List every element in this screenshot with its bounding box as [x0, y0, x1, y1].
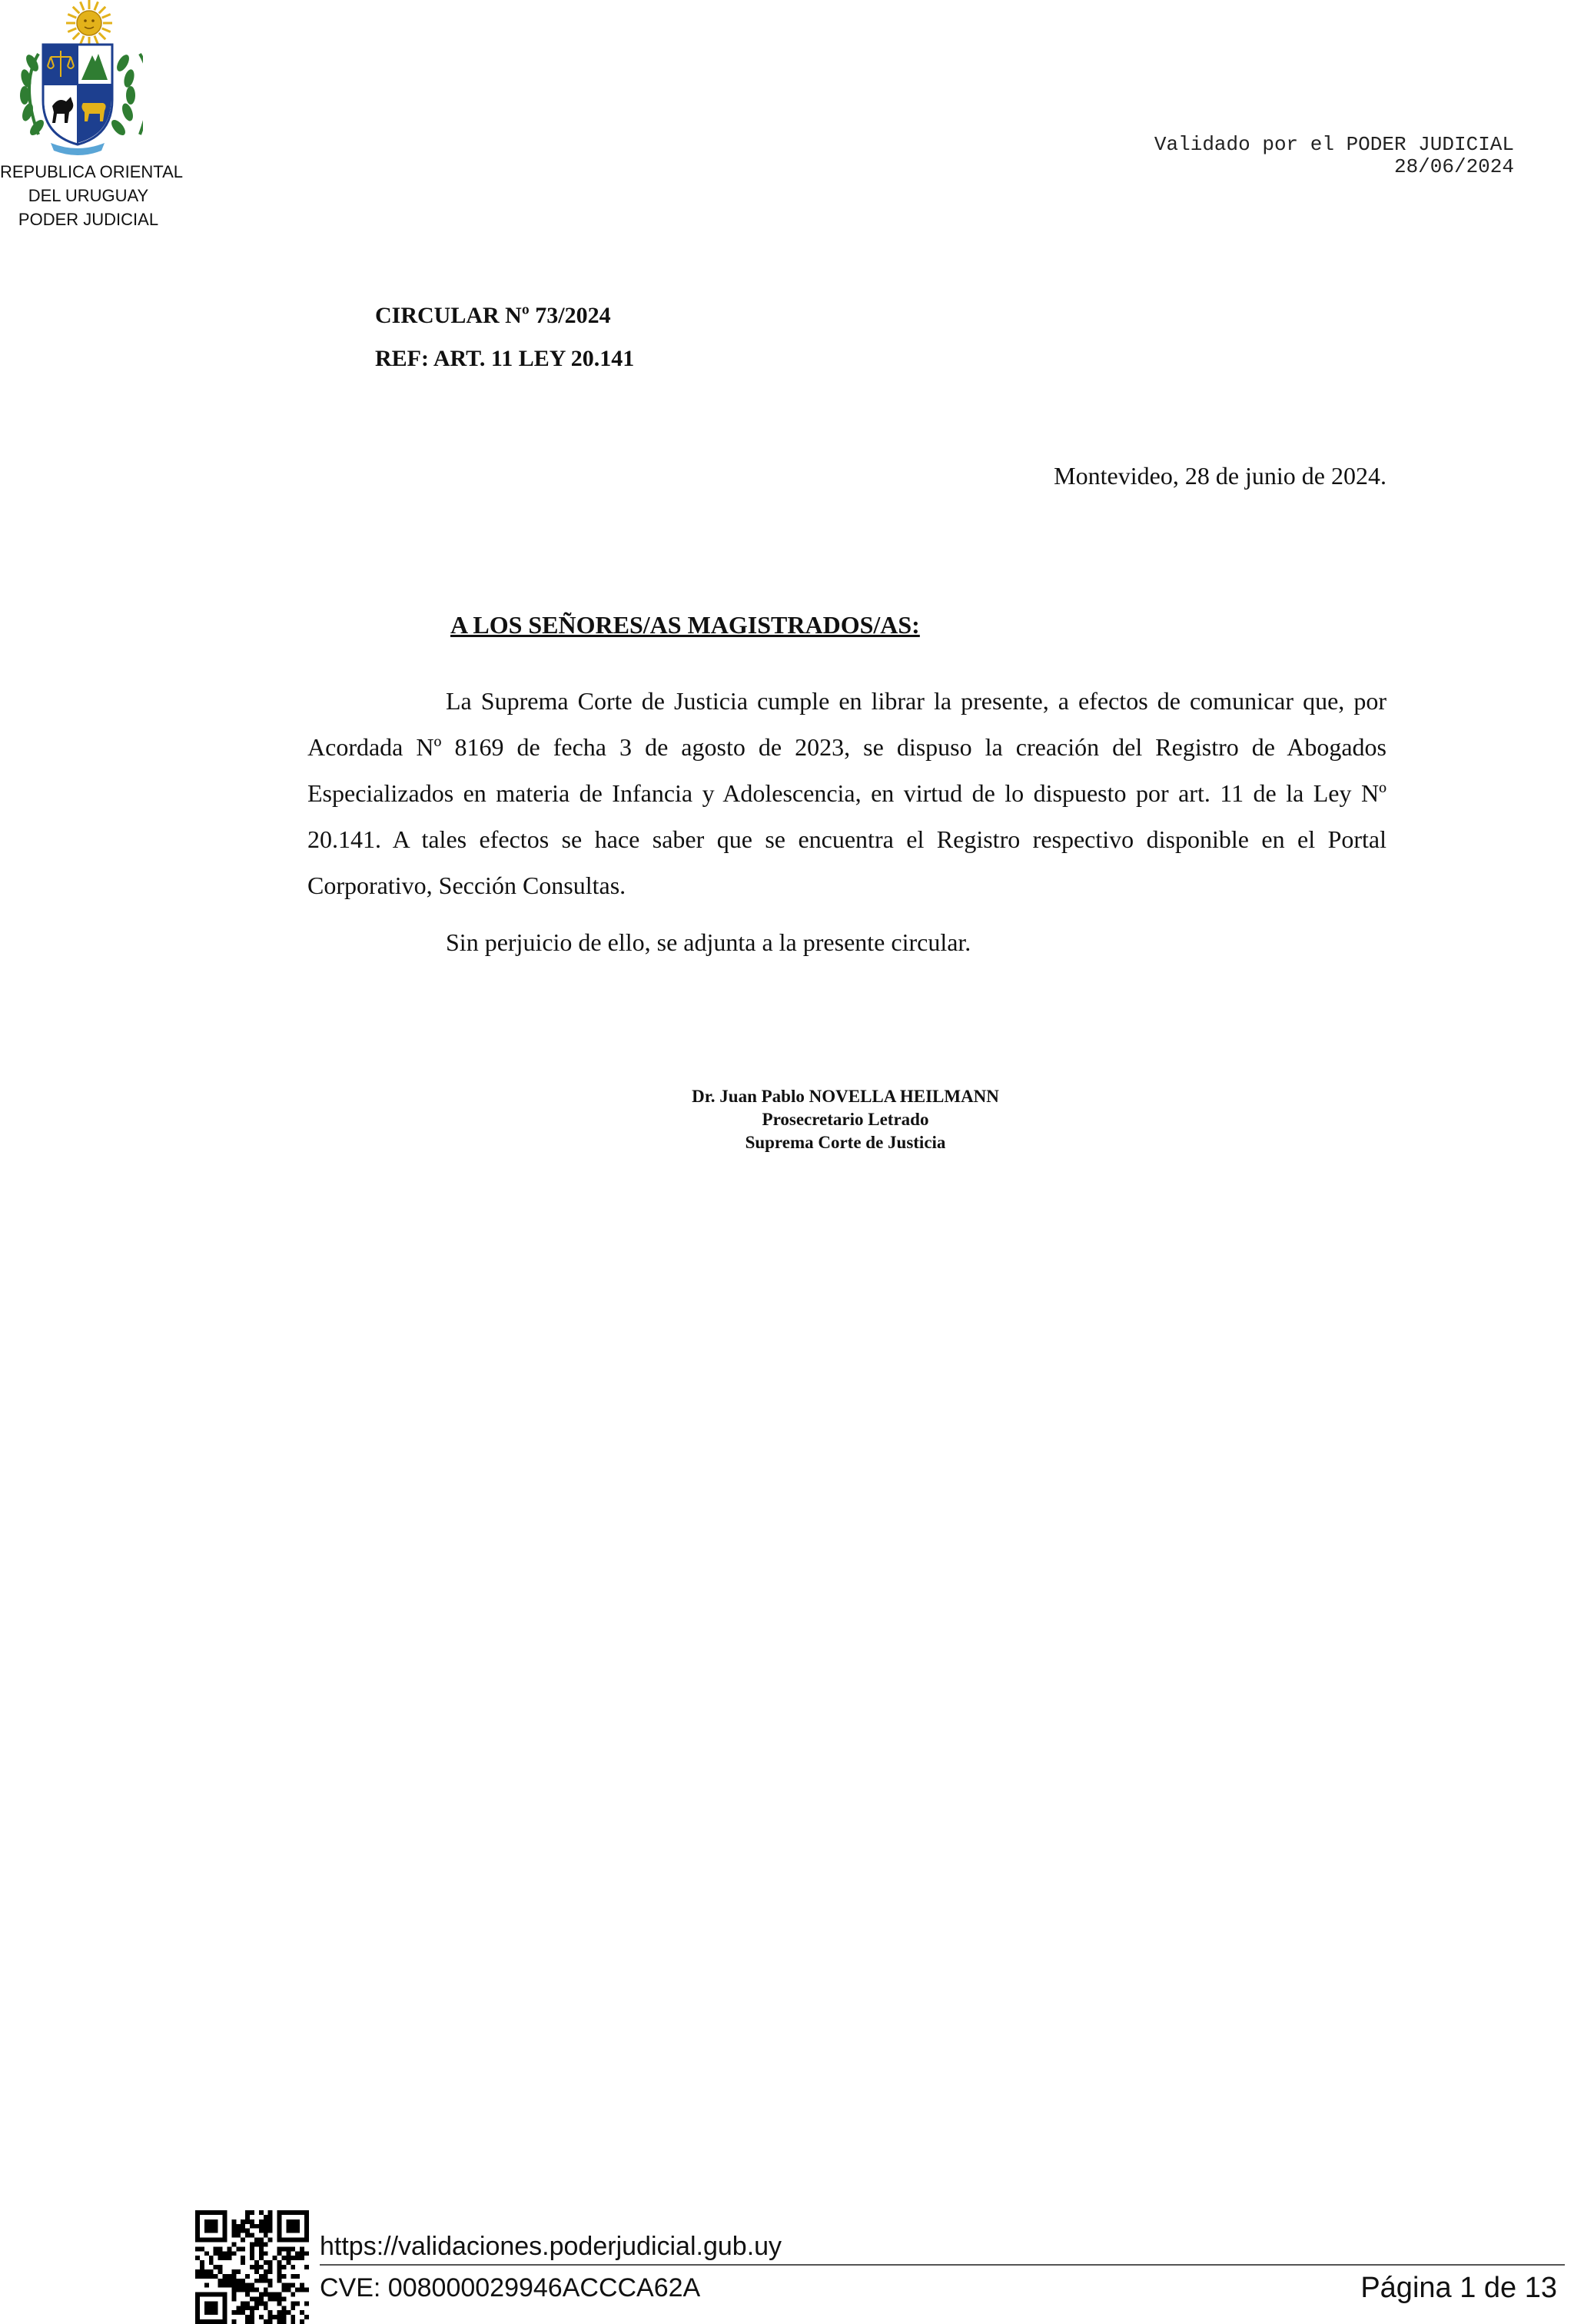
shield-icon [43, 45, 112, 144]
sun-icon [66, 0, 112, 46]
document-body [307, 678, 1386, 965]
signer-role: Prosecretario Letrado [762, 1110, 929, 1129]
footer-divider [320, 2264, 1565, 2266]
addressee: A LOS SEÑORES/AS MAGISTRADOS/AS: [450, 611, 920, 639]
reference-line: REF: ART. 11 LEY 20.141 [375, 346, 635, 371]
validation-line: Validado por el PODER JUDICIAL [1154, 133, 1514, 156]
body-paragraph: La Suprema Corte de Justicia cumple en librar la presente, a efectos de comunicar que, por Acordada Nº 8169 de fecha 3 de agosto de 2023, se dispuso la creación del Registro de Abogados Especializados en materia de Infancia y Adolescencia, en virtud de lo dispuesto por art. 11 de la Ley Nº 20.141. A tales efectos se hace saber que se encuentra el Registro respectivo disponible en el Portal Corporativo, Sección Consultas. [307, 687, 1386, 899]
circular-number: CIRCULAR Nº 73/2024 [375, 303, 611, 328]
page-number: Página 1 de 13 [1360, 2272, 1557, 2304]
reference-block [375, 294, 634, 380]
entity-line: REPUBLICA ORIENTAL [0, 162, 183, 181]
validation-url-link[interactable]: https://validaciones.poderjudicial.gub.uy [320, 2232, 782, 2261]
issuing-entity [0, 160, 183, 231]
place-date: Montevideo, 28 de junio de 2024. [1054, 462, 1386, 490]
entity-line: PODER JUDICIAL [18, 210, 159, 229]
coat-of-arms-icon [12, 0, 143, 158]
signature-block [538, 1085, 1153, 1154]
entity-line: DEL URUGUAY [28, 186, 149, 205]
validation-date: 28/06/2024 [1393, 155, 1514, 178]
body-paragraph: Sin perjuicio de ello, se adjunta a la presente circular. [446, 928, 971, 956]
validation-stamp [1154, 134, 1514, 178]
cve-code: CVE: 008000029946ACCCA62A [320, 2273, 701, 2302]
signer-name: Dr. Juan Pablo NOVELLA HEILMANN [692, 1087, 999, 1106]
signer-institution: Suprema Corte de Justicia [745, 1133, 946, 1152]
qr-code-icon [195, 2210, 309, 2324]
